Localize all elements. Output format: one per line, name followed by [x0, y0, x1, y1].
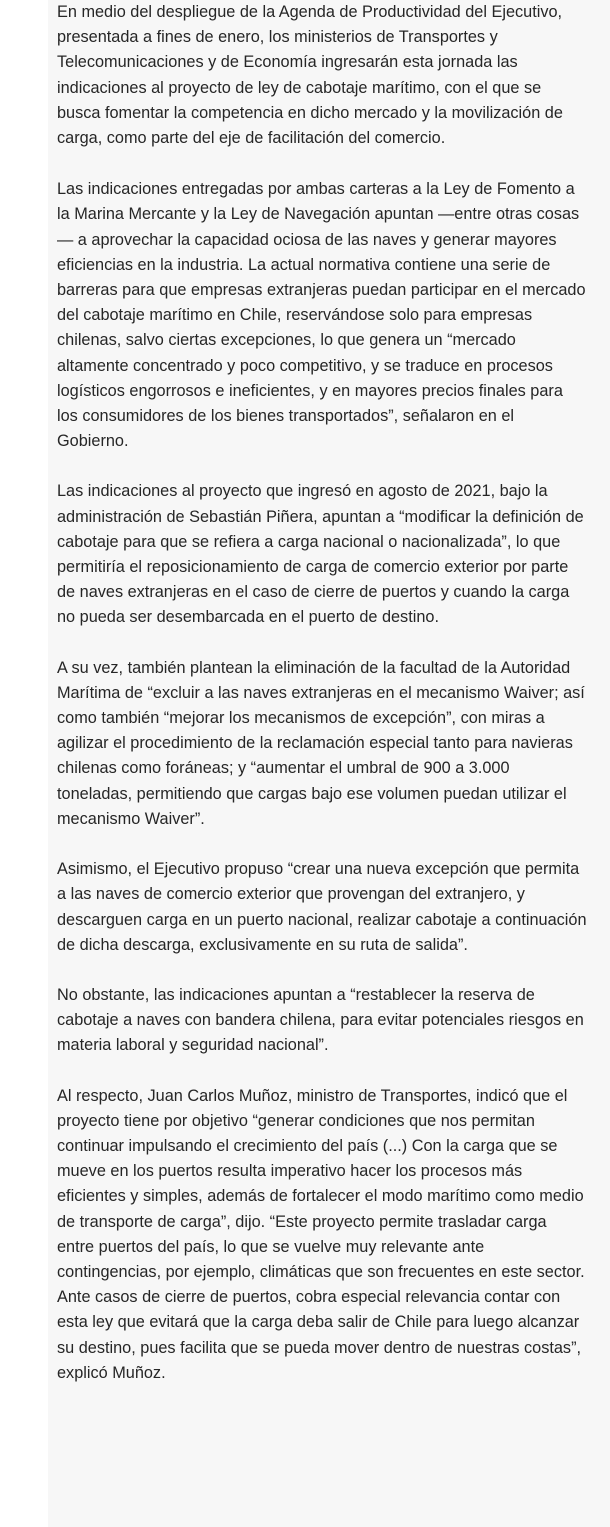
article-body	[57, 0, 587, 1386]
article-paragraph: Las indicaciones entregadas por ambas carteras a la Ley de Fomento a la Marina Mercante y la Ley de Navegación apuntan —entre otras cosas— a aprovechar la capacidad ociosa de las naves y generar mayores eficiencias en la industria. La actual normativa contiene una serie de barreras para que empresas extranjeras puedan participar en el mercado del cabotaje marítimo en Chile, reservándose solo para empresas chilenas, salvo ciertas excepciones, lo que genera un “mercado altamente concentrado y poco competitivo, y se traduce en procesos logísticos engorrosos e ineficientes, y en mayores precios finales para los consumidores de los bienes transportados”, señalaron en el Gobierno.	[57, 180, 586, 451]
article-paragraph: A su vez, también plantean la eliminación de la facultad de la Autoridad Marítima de “excluir a las naves extranjeras en el mecanismo Waiver; así como también “mejorar los mecanismos de excepción”, con miras a agilizar el procedimiento de la reclamación especial tanto para navieras chilenas como foráneas; y “aumentar el umbral de 900 a 3.000 toneladas, permitiendo que cargas bajo ese volumen puedan utilizar el mecanismo Waiver”.	[57, 658, 585, 828]
article-paragraph: No obstante, las indicaciones apuntan a “restablecer la reserva de cabotaje a naves con bandera chilena, para evitar potenciales riesgos en materia laboral y seguridad nacional”.	[57, 985, 584, 1055]
article-paragraph: Al respecto, Juan Carlos Muñoz, ministro de Transportes, indicó que el proyecto tiene por objetivo “generar condiciones que nos permitan continuar impulsando el crecimiento del país (...) Con la carga que se mueve en los puertos resulta imperativo hacer los procesos más eficientes y simples, además de fortalecer el modo marítimo como medio de transporte de carga”, dijo. “Este proyecto permite trasladar carga entre puertos del país, lo que se vuelve muy relevante ante contingencias, por ejemplo, climáticas que son frecuentes en este sector. Ante casos de cierre de puertos, cobra especial relevancia contar con esta ley que evitará que la carga deba salir de Chile para luego alcanzar su destino, pues facilita que se pueda mover dentro de nuestras costas”, explicó Muñoz.	[57, 1086, 585, 1382]
article-paragraph: Las indicaciones al proyecto que ingresó en agosto de 2021, bajo la administración de Sebastián Piñera, apuntan a “modificar la definición de cabotaje para que se refiera a carga nacional o nacionalizada”, lo que permitiría el reposicionamiento de carga de comercio exterior por parte de naves extranjeras en el caso de cierre de puertos y cuando la carga no pueda ser desembarcada en el puerto de destino.	[57, 482, 584, 627]
article-paragraph: Asimismo, el Ejecutivo propuso “crear una nueva excepción que permita a las naves de comercio exterior que provengan del extranjero, y descarguen carga en un puerto nacional, realizar cabotaje a continuación de dicha descarga, exclusivamente en su ruta de salida”.	[57, 860, 587, 954]
article-paragraph: En medio del despliegue de la Agenda de Productividad del Ejecutivo, presentada a fines de enero, los ministerios de Transportes y Telecomunicaciones y de Economía ingresarán esta jornada las indicaciones al proyecto de ley de cabotaje marítimo, con el que se busca fomentar la competencia en dicho mercado y la movilización de carga, como parte del eje de facilitación del comercio.	[57, 3, 563, 148]
